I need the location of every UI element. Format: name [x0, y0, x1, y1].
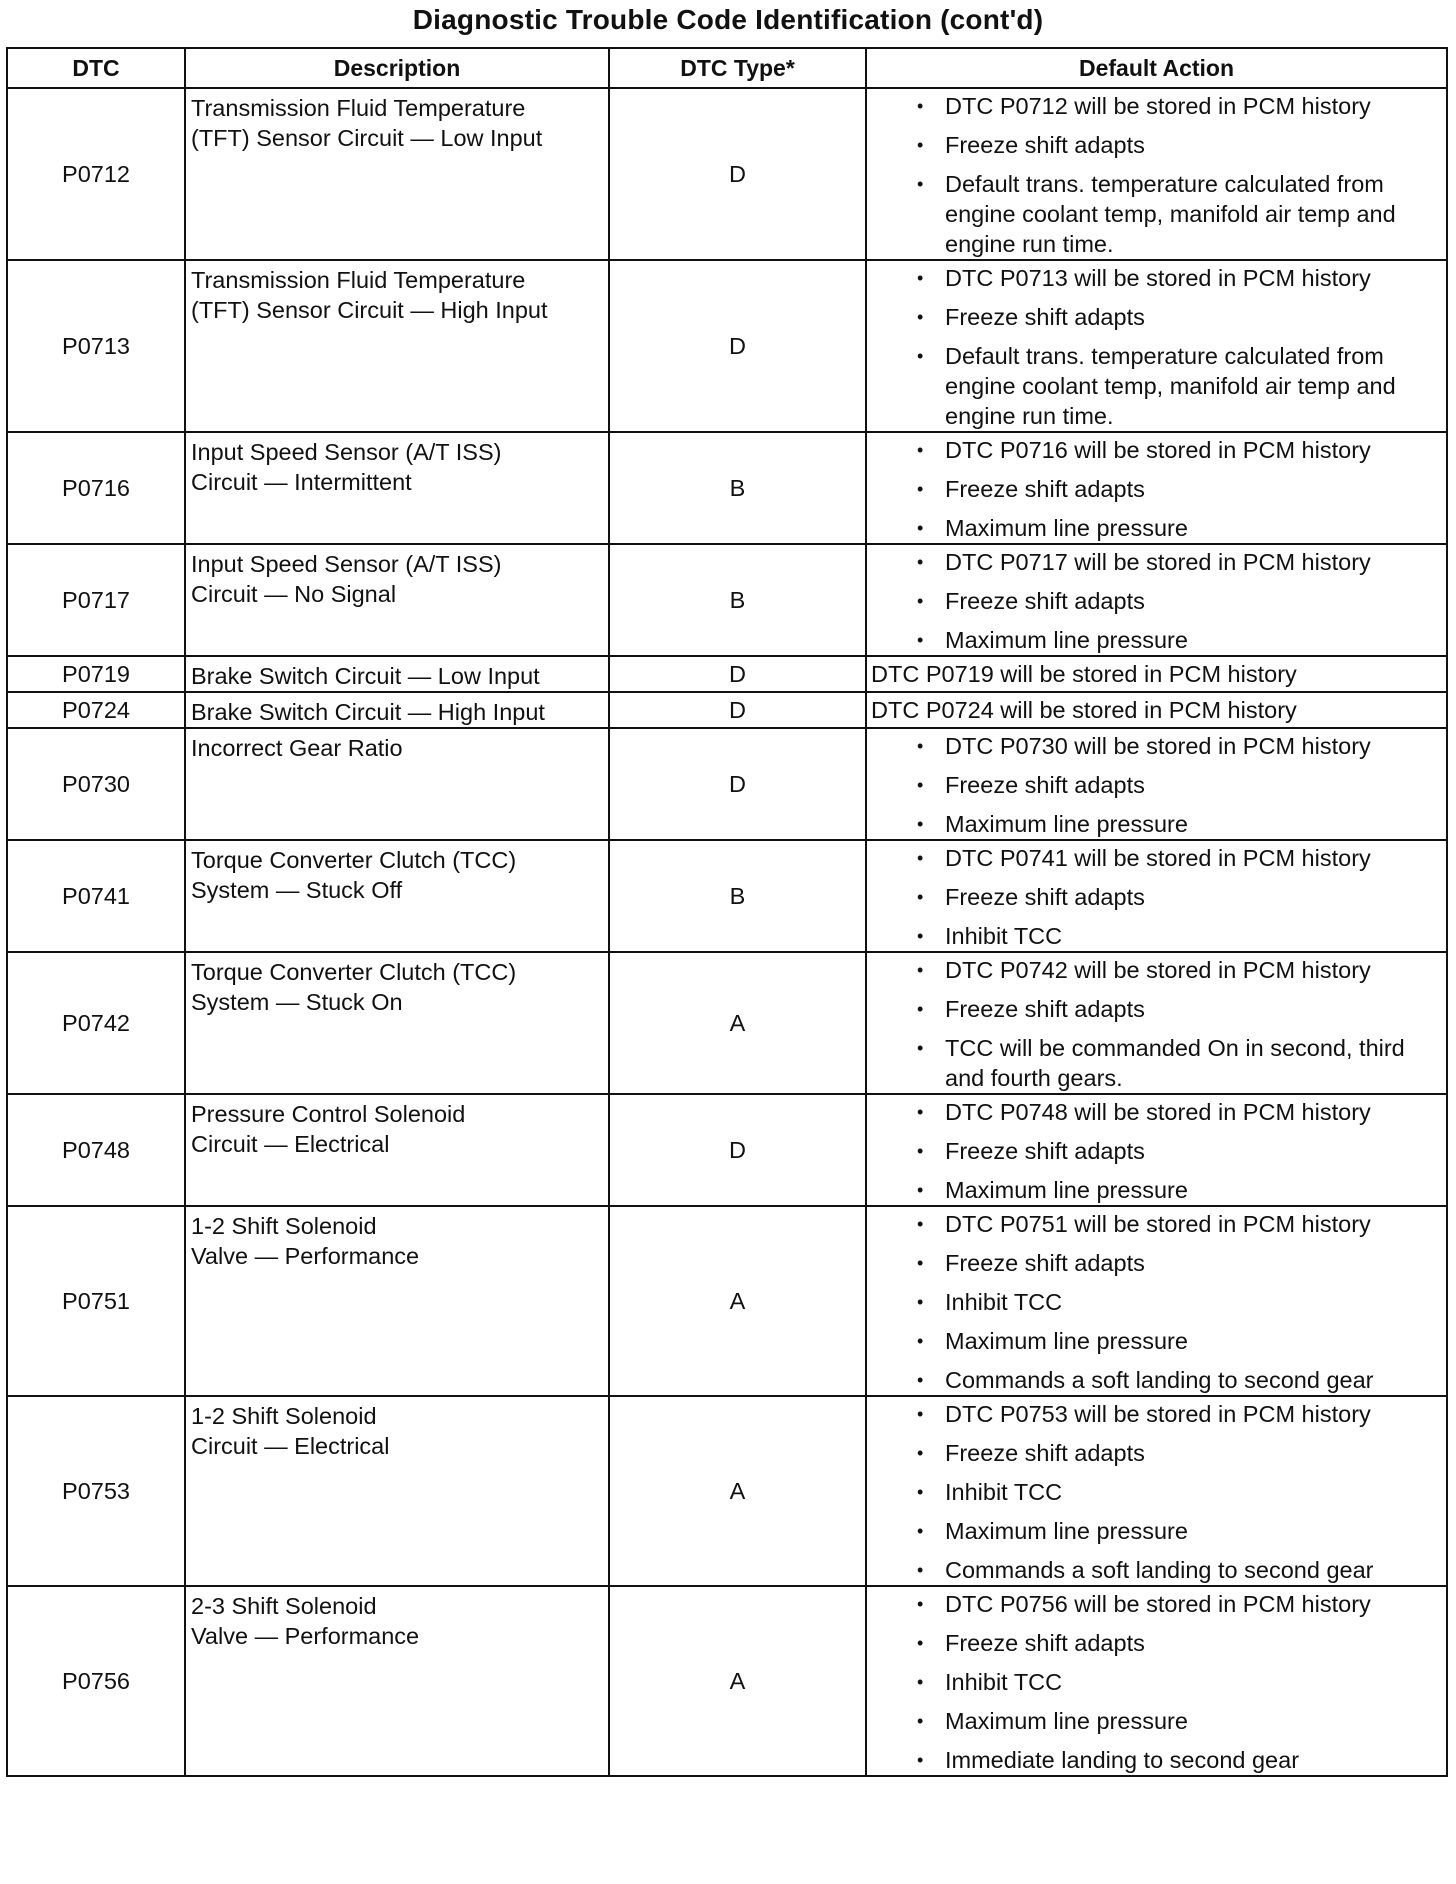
default-action: DTC P0724 will be stored in PCM history [866, 692, 1447, 728]
action-list [871, 843, 1442, 951]
description-line: Input Speed Sensor (A/T ISS) [191, 551, 502, 577]
dtc-code: P0712 [7, 88, 185, 260]
description-line: Transmission Fluid Temperature [191, 95, 526, 121]
description-line: Torque Converter Clutch (TCC) [191, 959, 517, 985]
action-item: • Freeze shift adapts [871, 994, 1442, 1024]
description-line: 2-3 Shift Solenoid [191, 1593, 377, 1619]
description-line: (TFT) Sensor Circuit — Low Input [191, 125, 543, 151]
action-list [871, 1209, 1442, 1395]
table-row [7, 840, 1447, 952]
description-line: Input Speed Sensor (A/T ISS) [191, 439, 502, 465]
action-list [871, 731, 1442, 839]
default-action [866, 260, 1447, 432]
table-row [7, 1586, 1447, 1776]
action-item: • Freeze shift adapts [871, 474, 1442, 504]
description-line: Transmission Fluid Temperature [191, 267, 526, 293]
dtc-code: P0717 [7, 544, 185, 656]
dtc-type: A [609, 1206, 866, 1396]
action-item: • DTC P0716 will be stored in PCM history [871, 435, 1442, 465]
description-line: Incorrect Gear Ratio [191, 735, 403, 761]
default-action [866, 432, 1447, 544]
action-item: • DTC P0753 will be stored in PCM history [871, 1399, 1442, 1429]
action-list [871, 1097, 1442, 1205]
default-action: DTC P0719 will be stored in PCM history [866, 656, 1447, 692]
action-item: • Maximum line pressure [871, 625, 1442, 655]
dtc-code: P0713 [7, 260, 185, 432]
table-row [7, 544, 1447, 656]
dtc-description [185, 432, 609, 544]
dtc-type: A [609, 1396, 866, 1586]
dtc-type: B [609, 840, 866, 952]
column-header-default-action: Default Action [866, 48, 1447, 88]
column-header-dtc-type: DTC Type* [609, 48, 866, 88]
action-item: • Default trans. temperature calculated from engine coolant temp, manifold air temp and engine run time. [871, 341, 1442, 431]
description-line: Valve — Performance [191, 1243, 420, 1269]
action-item: • Freeze shift adapts [871, 1438, 1442, 1468]
description-line: Circuit — No Signal [191, 581, 397, 607]
default-action [866, 840, 1447, 952]
action-item: • DTC P0748 will be stored in PCM history [871, 1097, 1442, 1127]
dtc-type: D [609, 88, 866, 260]
action-item: • Freeze shift adapts [871, 770, 1442, 800]
dtc-code: P0756 [7, 1586, 185, 1776]
default-action [866, 1094, 1447, 1206]
action-list [871, 263, 1442, 431]
column-header-description: Description [185, 48, 609, 88]
dtc-type: D [609, 692, 866, 728]
dtc-description [185, 88, 609, 260]
action-item: • Freeze shift adapts [871, 1628, 1442, 1658]
action-item: • Maximum line pressure [871, 1516, 1442, 1546]
dtc-description [185, 952, 609, 1094]
dtc-description [185, 1206, 609, 1396]
dtc-type: D [609, 260, 866, 432]
dtc-type: B [609, 432, 866, 544]
table-row [7, 260, 1447, 432]
dtc-description [185, 692, 609, 728]
action-list [871, 91, 1442, 259]
description-line: Pressure Control Solenoid [191, 1101, 466, 1127]
action-item: • DTC P0742 will be stored in PCM history [871, 955, 1442, 985]
description-line: (TFT) Sensor Circuit — High Input [191, 297, 548, 323]
action-item: • DTC P0717 will be stored in PCM history [871, 547, 1442, 577]
action-list [871, 955, 1442, 1093]
table-row [7, 1094, 1447, 1206]
table-row [7, 1396, 1447, 1586]
action-item: • Commands a soft landing to second gear [871, 1365, 1442, 1395]
description-line: Circuit — Electrical [191, 1131, 390, 1157]
default-action [866, 952, 1447, 1094]
default-action [866, 1586, 1447, 1776]
action-list [871, 1589, 1442, 1775]
dtc-type: A [609, 952, 866, 1094]
dtc-table [6, 47, 1448, 1777]
action-list [871, 1399, 1442, 1585]
dtc-description [185, 544, 609, 656]
action-item: • Freeze shift adapts [871, 130, 1442, 160]
description-line: 1-2 Shift Solenoid [191, 1403, 377, 1429]
action-item: • Freeze shift adapts [871, 882, 1442, 912]
table-row [7, 1206, 1447, 1396]
dtc-description [185, 1094, 609, 1206]
table-row [7, 88, 1447, 260]
page-title: Diagnostic Trouble Code Identification (cont'd) [412, 4, 1044, 35]
action-item: • Maximum line pressure [871, 1326, 1442, 1356]
dtc-code: P0751 [7, 1206, 185, 1396]
action-item: • Inhibit TCC [871, 1477, 1442, 1507]
description-line: Circuit — Intermittent [191, 469, 412, 495]
action-item: • Maximum line pressure [871, 809, 1442, 839]
action-item: • Freeze shift adapts [871, 1248, 1442, 1278]
table-row [7, 656, 1447, 692]
dtc-description [185, 1396, 609, 1586]
action-item: • DTC P0730 will be stored in PCM history [871, 731, 1442, 761]
dtc-code: P0716 [7, 432, 185, 544]
action-item: • Inhibit TCC [871, 1287, 1442, 1317]
description-line: Brake Switch Circuit — High Input [191, 699, 545, 725]
dtc-type: B [609, 544, 866, 656]
action-item: • Freeze shift adapts [871, 302, 1442, 332]
action-item: • Maximum line pressure [871, 513, 1442, 543]
description-line: Torque Converter Clutch (TCC) [191, 847, 517, 873]
description-line: Brake Switch Circuit — Low Input [191, 663, 540, 689]
table-row [7, 692, 1447, 728]
dtc-description [185, 840, 609, 952]
action-item: • TCC will be commanded On in second, third and fourth gears. [871, 1033, 1442, 1093]
default-action [866, 1206, 1447, 1396]
action-item: • DTC P0756 will be stored in PCM history [871, 1589, 1442, 1619]
dtc-type: D [609, 728, 866, 840]
table-row [7, 728, 1447, 840]
default-action [866, 88, 1447, 260]
action-list [871, 435, 1442, 543]
action-item: • Inhibit TCC [871, 921, 1442, 951]
column-header-dtc: DTC [7, 48, 185, 88]
action-item: • Maximum line pressure [871, 1175, 1442, 1205]
action-item: • DTC P0751 will be stored in PCM history [871, 1209, 1442, 1239]
dtc-code: P0719 [7, 656, 185, 692]
action-item: • Maximum line pressure [871, 1706, 1442, 1736]
dtc-type: D [609, 656, 866, 692]
description-line: Valve — Performance [191, 1623, 420, 1649]
default-action [866, 1396, 1447, 1586]
dtc-description [185, 260, 609, 432]
action-item: • Freeze shift adapts [871, 1136, 1442, 1166]
description-line: 1-2 Shift Solenoid [191, 1213, 377, 1239]
action-item: • Freeze shift adapts [871, 586, 1442, 616]
action-list [871, 547, 1442, 655]
default-action [866, 544, 1447, 656]
table-row [7, 432, 1447, 544]
dtc-description [185, 728, 609, 840]
action-item: • Inhibit TCC [871, 1667, 1442, 1697]
dtc-code: P0724 [7, 692, 185, 728]
dtc-type: A [609, 1586, 866, 1776]
dtc-code: P0748 [7, 1094, 185, 1206]
action-item: • DTC P0741 will be stored in PCM history [871, 843, 1442, 873]
default-action [866, 728, 1447, 840]
description-line: Circuit — Electrical [191, 1433, 390, 1459]
table-header-row [7, 48, 1447, 88]
dtc-code: P0741 [7, 840, 185, 952]
dtc-code: P0742 [7, 952, 185, 1094]
table-row [7, 952, 1447, 1094]
dtc-description [185, 1586, 609, 1776]
action-item: • DTC P0712 will be stored in PCM history [871, 91, 1442, 121]
description-line: System — Stuck On [191, 989, 403, 1015]
action-item: • Immediate landing to second gear [871, 1745, 1442, 1775]
dtc-description [185, 656, 609, 692]
dtc-code: P0753 [7, 1396, 185, 1586]
action-item: • Commands a soft landing to second gear [871, 1555, 1442, 1585]
table-body [7, 88, 1447, 1776]
action-item: • Default trans. temperature calculated from engine coolant temp, manifold air temp and engine run time. [871, 169, 1442, 259]
description-line: System — Stuck Off [191, 877, 403, 903]
dtc-type: D [609, 1094, 866, 1206]
action-item: • DTC P0713 will be stored in PCM history [871, 263, 1442, 293]
dtc-code: P0730 [7, 728, 185, 840]
